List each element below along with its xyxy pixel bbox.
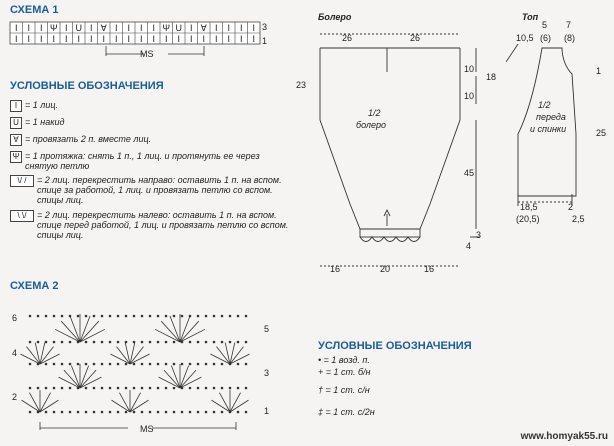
- chain-dot: [181, 411, 183, 413]
- fan-stitch: [219, 393, 230, 412]
- legend1-item: U = 1 накид: [10, 117, 64, 129]
- legend1-item: \/ / = 2 лиц. перекрестить направо: оставить 1 п. на вспом. спице за работой, 1 лиц. и провязать петлю со вспом. спицы лиц.: [10, 175, 295, 205]
- top-bottom-dim-18-5: 18,5: [520, 202, 538, 212]
- top-dim-6: (6): [540, 33, 551, 43]
- chain-dot: [77, 363, 79, 365]
- scheme1-row-1: 1: [262, 36, 268, 46]
- chain-dot: [37, 411, 39, 413]
- chain-dot: [109, 315, 111, 317]
- stitch-symbol: ∀: [200, 23, 207, 33]
- chain-dot: [229, 341, 231, 343]
- chain-dot: [197, 315, 199, 317]
- stitch-symbol: I: [14, 23, 18, 33]
- scheme2-row-1: 1: [264, 406, 270, 416]
- fan-stitch: [230, 393, 241, 412]
- bolero-label-name: болеро: [356, 120, 386, 130]
- stitch-symbol: I: [214, 34, 218, 44]
- stitch-symbol: I: [89, 34, 93, 44]
- chain-dot: [101, 387, 103, 389]
- chain-dot: [221, 341, 223, 343]
- legend2-item: † = 1 ст. с/н: [318, 385, 370, 395]
- chain-dot: [69, 363, 71, 365]
- chain-dot: [85, 341, 87, 343]
- chain-dot: [149, 411, 151, 413]
- chain-dot: [229, 387, 231, 389]
- chain-dot: [53, 411, 55, 413]
- fan-stitch: [211, 400, 230, 412]
- chain-dot: [109, 341, 111, 343]
- bolero-label-fraction: 1/2: [368, 108, 381, 118]
- stitch-symbol: I: [227, 34, 231, 44]
- chain-dot: [165, 341, 167, 343]
- chain-dot: [157, 315, 159, 317]
- top-title: Топ: [522, 12, 539, 22]
- bolero-dim-bottom-1: 16: [330, 264, 341, 274]
- bolero-dim-right-3: 10: [464, 91, 475, 101]
- bolero-dim-bottom-2: 20: [380, 264, 391, 274]
- legend1-title: УСЛОВНЫЕ ОБОЗНАЧЕНИЯ: [10, 80, 164, 92]
- slip-decrease-icon: Ψ: [10, 151, 22, 163]
- chain-dot: [229, 315, 231, 317]
- fan-stitch: [21, 400, 40, 412]
- chain-dot: [181, 363, 183, 365]
- scheme2-row-6: 6: [12, 313, 18, 323]
- fan-stitch: [80, 321, 99, 342]
- chain-dot: [133, 341, 135, 343]
- stitch-symbol: I: [14, 34, 18, 44]
- stitch-symbol: I: [139, 34, 143, 44]
- legend2-item: • = 1 возд. п.: [318, 355, 370, 365]
- chain-dot: [37, 387, 39, 389]
- fan-stitch: [230, 400, 249, 412]
- chain-dot: [221, 387, 223, 389]
- chain-dot: [125, 411, 127, 413]
- stitch-symbol: I: [139, 23, 143, 33]
- chain-dot: [101, 341, 103, 343]
- top-dim-5: 5: [542, 20, 548, 30]
- chain-dot: [133, 315, 135, 317]
- bolero-dim-right-2: 18: [486, 72, 497, 82]
- legend1-item: ∀ = провязать 2 п. вместе лиц.: [10, 134, 151, 146]
- stitch-symbol: I: [239, 23, 243, 33]
- chain-dot: [117, 387, 119, 389]
- chain-dot: [205, 363, 207, 365]
- chain-dot: [205, 315, 207, 317]
- chain-dot: [69, 387, 71, 389]
- chain-dot: [45, 341, 47, 343]
- chain-dot: [165, 411, 167, 413]
- chain-dot: [237, 341, 239, 343]
- scheme2-row-2: 2: [12, 392, 18, 402]
- chain-dot: [173, 411, 175, 413]
- chain-dot: [93, 341, 95, 343]
- chain-dot: [69, 341, 71, 343]
- stitch-symbol: I: [89, 23, 93, 33]
- chain-dot: [213, 363, 215, 365]
- stitch-symbol: I: [114, 34, 118, 44]
- fan-stitch: [161, 321, 180, 342]
- legend2-item: + = 1 ст. б/н: [318, 367, 371, 377]
- stitch-symbol: I: [27, 34, 31, 44]
- treble-crochet-icon: ‡: [318, 407, 324, 417]
- stitch-symbol: I: [27, 23, 31, 33]
- chain-dot: [117, 411, 119, 413]
- chain-dot: [117, 363, 119, 365]
- chain-dot: [77, 387, 79, 389]
- top-dim-10-5: 10,5: [516, 33, 534, 43]
- top-bottom-dim-20-5: (20,5): [516, 214, 540, 224]
- cross-right-icon: \/ /: [10, 175, 34, 187]
- stitch-symbol: I: [227, 23, 231, 33]
- top-side-dim-25: 25: [596, 128, 607, 138]
- legend1-item: Ψ = 1 протяжка: снять 1 п., 1 лиц. и протянуть ее через снятую петлю: [10, 151, 275, 171]
- chain-dot: [245, 363, 247, 365]
- chain-dot: [245, 341, 247, 343]
- top-label-back: и спинки: [530, 124, 567, 134]
- legend2-item: ‡ = 1 ст. с/2н: [318, 407, 375, 417]
- chain-dot: [221, 411, 223, 413]
- yarn-over-icon: U: [10, 117, 22, 129]
- scheme2-row-3: 3: [264, 368, 270, 378]
- chain-dot: [149, 341, 151, 343]
- chain-dot: [109, 387, 111, 389]
- fan-stitch: [130, 400, 149, 412]
- chain-dot: [37, 341, 39, 343]
- chain-dot: [61, 387, 63, 389]
- bolero-dim-right-5: 3: [476, 230, 482, 240]
- chain-dot: [149, 363, 151, 365]
- stitch-symbol: I: [114, 23, 118, 33]
- bolero-dim-right-4: 45: [464, 168, 475, 178]
- chain-dot: [173, 387, 175, 389]
- stitch-symbol: I: [77, 34, 81, 44]
- double-crochet-icon: †: [318, 385, 324, 395]
- chain-dot: [117, 341, 119, 343]
- scheme2-row-5: 5: [264, 324, 270, 334]
- scheme2-title: СХЕМА 2: [10, 280, 59, 292]
- top-dim-7: 7: [566, 20, 572, 30]
- chain-dot: [165, 363, 167, 365]
- stitch-symbol: I: [214, 23, 218, 33]
- chain-dot: [29, 315, 31, 317]
- chain-dot: [189, 363, 191, 365]
- fan-stitch: [110, 354, 130, 364]
- chain-dot: [77, 315, 79, 317]
- chain-dot: [69, 411, 71, 413]
- legend1-item: I = 1 лиц.: [10, 100, 58, 112]
- scheme2-row-4: 4: [12, 348, 18, 358]
- chain-dot: [245, 315, 247, 317]
- chain-dot: [205, 387, 207, 389]
- chain-dot: [85, 363, 87, 365]
- stitch-symbol: U: [75, 23, 82, 33]
- chain-dot: [181, 315, 183, 317]
- stitch-symbol: I: [252, 23, 256, 33]
- chain-dot: [85, 411, 87, 413]
- chain-dot: [157, 387, 159, 389]
- stitch-symbol: I: [177, 34, 181, 44]
- knit-two-together-icon: ∀: [10, 134, 22, 146]
- chain-dot: [77, 341, 79, 343]
- top-bottom-dim-2-5: 2,5: [572, 214, 585, 224]
- chain-dot: [125, 315, 127, 317]
- bolero-pattern: [290, 24, 490, 274]
- scheme2-chart: [20, 302, 260, 432]
- chain-dot: [237, 315, 239, 317]
- knit-stitch-icon: I: [10, 100, 22, 112]
- stitch-symbol: I: [127, 23, 131, 33]
- chain-dot: [61, 315, 63, 317]
- chain-dot: [133, 411, 135, 413]
- chain-dot: [141, 341, 143, 343]
- chain-dot: [221, 315, 223, 317]
- legend1-item: \ \/ = 2 лиц. перекрестить налево: оставить 1 п. на вспом. спице перед работой, 1 лиц. и провязать петлю со вспом. спицы лиц.: [10, 210, 295, 240]
- chain-dot: [109, 363, 111, 365]
- chain-dot: [237, 363, 239, 365]
- chain-dot: [205, 341, 207, 343]
- chain-dot: [61, 341, 63, 343]
- chain-dot: [213, 387, 215, 389]
- chain-dot: [37, 363, 39, 365]
- chain-dot: [101, 315, 103, 317]
- chain-dot: [125, 363, 127, 365]
- chain-dot: [245, 387, 247, 389]
- stitch-symbol: I: [127, 34, 131, 44]
- stitch-symbol: I: [189, 34, 193, 44]
- chain-dot: [141, 387, 143, 389]
- chain-dot: [93, 387, 95, 389]
- chain-dot: [37, 315, 39, 317]
- chain-dot: [173, 315, 175, 317]
- chain-dot: [189, 411, 191, 413]
- fan-stitch: [180, 370, 196, 388]
- chain-dot: [157, 341, 159, 343]
- chain-dot: [125, 341, 127, 343]
- fan-stitch: [40, 400, 59, 412]
- stitch-symbol: I: [239, 34, 243, 44]
- chain-dot: [189, 315, 191, 317]
- chain-dot: [229, 411, 231, 413]
- chain-dot: [45, 315, 47, 317]
- chain-dot: [205, 411, 207, 413]
- chain-dot: [245, 411, 247, 413]
- cross-left-icon: \ \/: [10, 210, 34, 222]
- fan-stitch: [40, 393, 51, 412]
- chain-dot: [133, 387, 135, 389]
- chain-dot: [93, 411, 95, 413]
- chain-dot: [157, 411, 159, 413]
- chain-dot: [45, 363, 47, 365]
- chain-dot: [141, 363, 143, 365]
- chain-dot: [101, 363, 103, 365]
- chain-dot: [69, 315, 71, 317]
- chain-dot: [101, 411, 103, 413]
- fan-stitch: [29, 393, 40, 412]
- chain-dot: [181, 341, 183, 343]
- stitch-symbol: I: [189, 23, 193, 33]
- stitch-symbol: Ψ: [49, 23, 58, 33]
- fan-stitch: [180, 321, 199, 342]
- chain-dot: [229, 363, 231, 365]
- stitch-symbol: U: [175, 23, 182, 33]
- chain-dot: [93, 363, 95, 365]
- chain-dot: [197, 363, 199, 365]
- top-label-fraction: 1/2: [538, 100, 551, 110]
- chain-dot: [125, 387, 127, 389]
- bolero-dim-left: 23: [296, 80, 307, 90]
- stitch-symbol: I: [39, 34, 43, 44]
- chain-dot: [133, 363, 135, 365]
- fan-stitch: [130, 354, 150, 364]
- fan-stitch: [119, 393, 130, 412]
- chain-dot: [173, 341, 175, 343]
- top-dim-8: (8): [564, 33, 575, 43]
- stitch-symbol: I: [252, 34, 256, 44]
- chain-dot: [197, 341, 199, 343]
- chain-dot: [53, 341, 55, 343]
- top-bottom-dim-2: 2: [568, 202, 574, 212]
- chain-dot: [189, 341, 191, 343]
- fan-stitch: [80, 370, 96, 388]
- chain-dot: [45, 387, 47, 389]
- chain-dot: [85, 315, 87, 317]
- chain-dot: [149, 315, 151, 317]
- scheme1-ms-label: MS: [140, 49, 154, 59]
- chain-dot: [181, 387, 183, 389]
- chain-dot: [197, 411, 199, 413]
- chain-dot: [85, 387, 87, 389]
- chain-dot: [237, 387, 239, 389]
- bolero-dim-right-1: 10: [464, 64, 475, 74]
- chain-dot: [221, 363, 223, 365]
- bolero-dim-top-right: 26: [410, 33, 421, 43]
- chain-dot: [197, 387, 199, 389]
- chain-dot: [237, 411, 239, 413]
- fan-stitch: [111, 400, 130, 412]
- chain-dot: [53, 363, 55, 365]
- chain-dot: [109, 411, 111, 413]
- scheme1-title: СХЕМА 1: [10, 4, 59, 16]
- fan-stitch: [20, 354, 40, 364]
- chain-dot: [165, 315, 167, 317]
- chain-stitch-icon: •: [318, 355, 322, 365]
- chain-dot: [213, 315, 215, 317]
- fan-stitch: [210, 354, 230, 364]
- chain-dot: [29, 387, 31, 389]
- chain-dot: [93, 315, 95, 317]
- stitch-symbol: I: [64, 23, 68, 33]
- chain-dot: [141, 411, 143, 413]
- top-side-dim-1: 1: [596, 66, 602, 76]
- chain-dot: [61, 363, 63, 365]
- chain-dot: [173, 363, 175, 365]
- top-label-front: переда: [536, 112, 566, 122]
- fan-stitch: [164, 370, 180, 388]
- chain-dot: [53, 387, 55, 389]
- stitch-symbol: Ψ: [162, 23, 171, 33]
- scheme1-row-3: 3: [262, 22, 268, 32]
- chain-dot: [117, 315, 119, 317]
- bolero-dim-top-left: 26: [342, 33, 353, 43]
- chain-dot: [149, 387, 151, 389]
- stitch-symbol: I: [152, 34, 156, 44]
- watermark: www.homyak55.ru: [520, 431, 608, 442]
- chain-dot: [189, 387, 191, 389]
- chain-dot: [29, 341, 31, 343]
- scheme2-ms-label: MS: [140, 424, 154, 434]
- stitch-symbol: I: [39, 23, 43, 33]
- fan-stitch: [61, 321, 80, 342]
- stitch-symbol: I: [102, 34, 106, 44]
- chain-dot: [53, 315, 55, 317]
- fan-stitch: [40, 354, 60, 364]
- chain-dot: [77, 411, 79, 413]
- chain-dot: [165, 387, 167, 389]
- fan-stitch: [64, 370, 80, 388]
- stitch-symbol: I: [164, 34, 168, 44]
- stitch-symbol: I: [202, 34, 206, 44]
- chain-dot: [29, 363, 31, 365]
- fan-stitch: [230, 354, 250, 364]
- legend2-title: УСЛОВНЫЕ ОБОЗНАЧЕНИЯ: [318, 340, 472, 352]
- stitch-symbol: ∀: [100, 23, 107, 33]
- stitch-symbol: I: [152, 23, 156, 33]
- single-crochet-icon: +: [318, 367, 324, 377]
- chain-dot: [45, 411, 47, 413]
- bolero-title: Болеро: [318, 12, 352, 22]
- stitch-symbol: I: [64, 34, 68, 44]
- chain-dot: [157, 363, 159, 365]
- stitch-symbol: I: [52, 34, 56, 44]
- bolero-dim-bottom-3: 16: [424, 264, 435, 274]
- bolero-dim-right-6: 4: [466, 241, 472, 251]
- scheme1-grid: [8, 20, 278, 66]
- chain-dot: [29, 411, 31, 413]
- chain-dot: [61, 411, 63, 413]
- fan-stitch: [130, 393, 141, 412]
- chain-dot: [213, 341, 215, 343]
- chain-dot: [141, 315, 143, 317]
- chain-dot: [213, 411, 215, 413]
